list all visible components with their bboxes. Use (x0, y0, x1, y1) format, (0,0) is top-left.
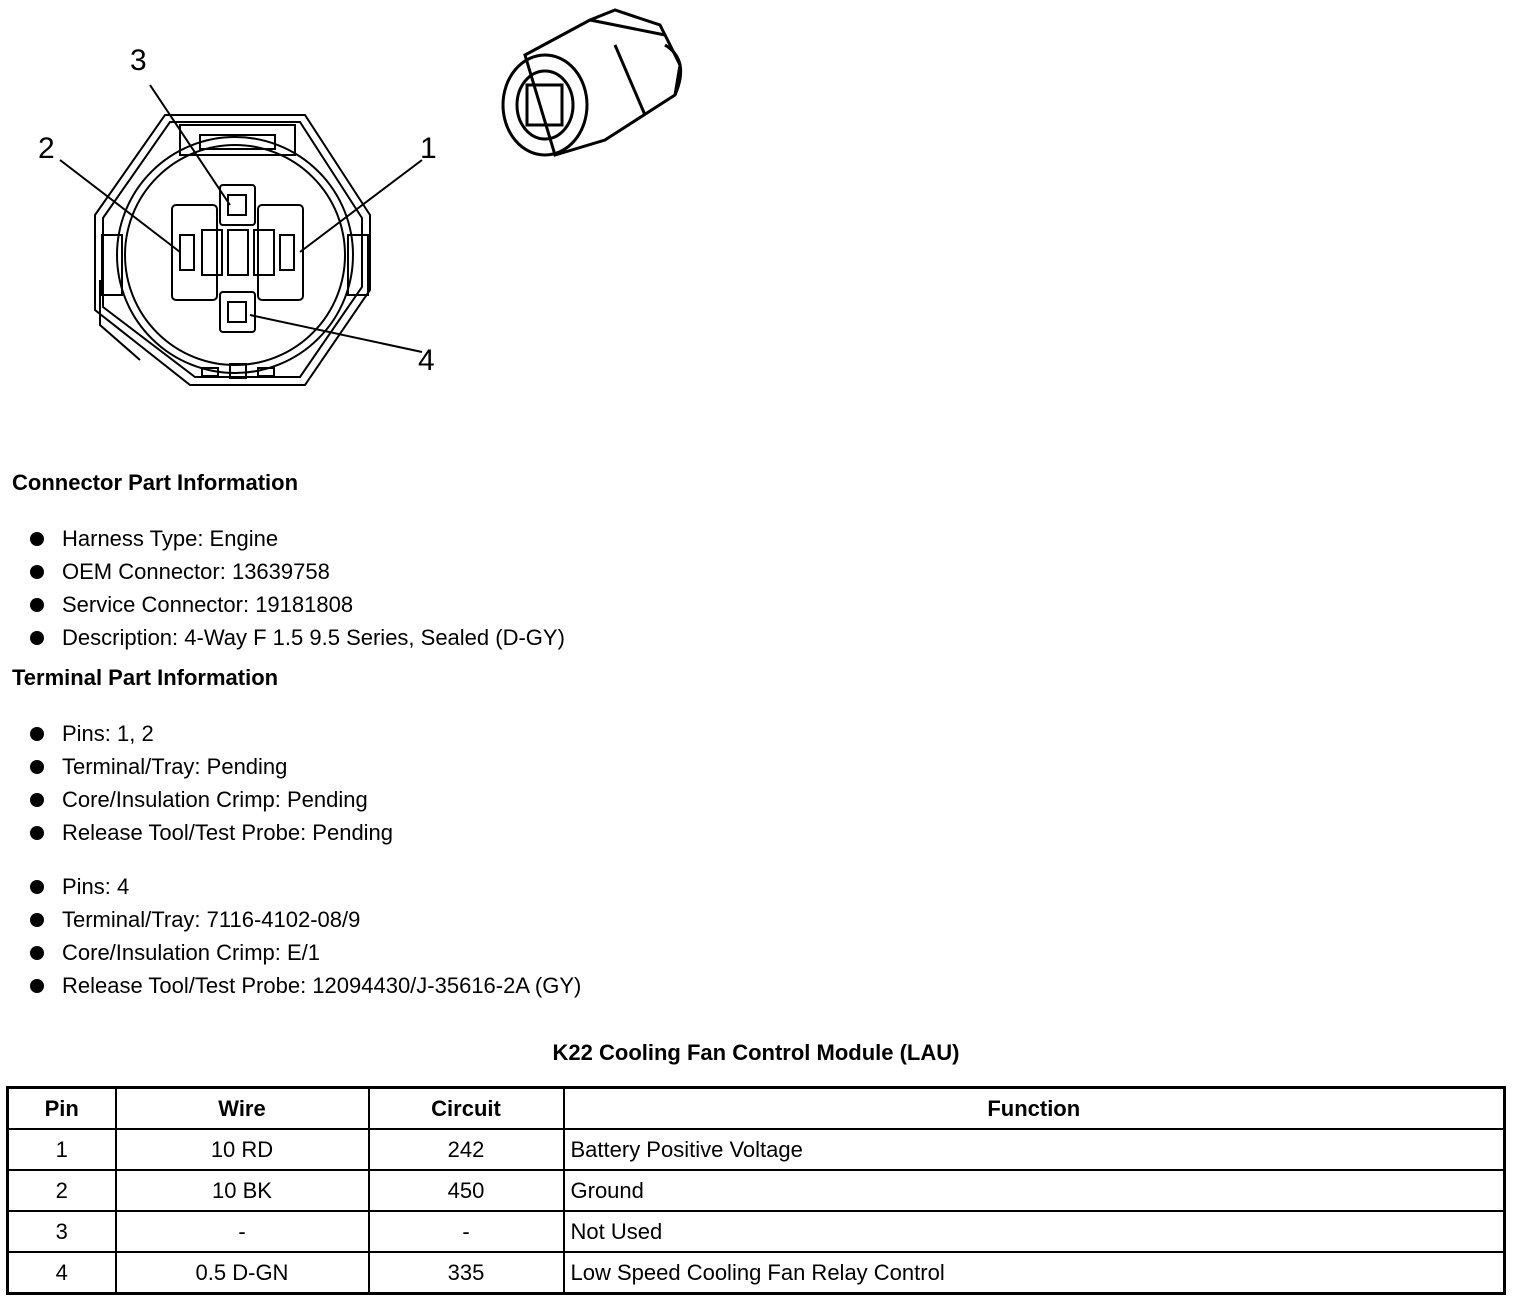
terminal-info-list-pins-1-2 (28, 717, 393, 849)
pin-table (6, 1086, 1506, 1295)
header-wire: Wire (116, 1088, 369, 1130)
cell-circuit: - (369, 1211, 564, 1252)
table-row (8, 1129, 1505, 1170)
table-row (8, 1211, 1505, 1252)
list-item: Pins: 4 (28, 870, 581, 903)
table-row (8, 1252, 1505, 1294)
connector-seal-ring (117, 137, 353, 373)
cell-circuit: 242 (369, 1129, 564, 1170)
table-header-row (8, 1088, 1505, 1130)
cell-pin: 1 (8, 1129, 116, 1170)
list-item: Description: 4-Way F 1.5 9.5 Series, Sealed (D-GY) (28, 621, 565, 654)
table-row (8, 1170, 1505, 1211)
header-pin: Pin (8, 1088, 116, 1130)
cell-circuit: 335 (369, 1252, 564, 1294)
list-item: Service Connector: 19181808 (28, 588, 565, 621)
pin-table-title: K22 Cooling Fan Control Module (LAU) (552, 1040, 960, 1065)
list-item: Release Tool/Test Probe: 12094430/J-35616-2A (GY) (28, 969, 581, 1002)
connector-part-info-heading: Connector Part Information (12, 470, 299, 495)
connector-face-diagram (30, 30, 490, 410)
cell-function: Battery Positive Voltage (564, 1129, 1505, 1170)
list-item: Terminal/Tray: Pending (28, 750, 393, 783)
list-item: Pins: 1, 2 (28, 717, 393, 750)
cell-function: Not Used (564, 1211, 1505, 1252)
callout-3: 3 (130, 44, 147, 77)
connector-illustration (495, 5, 695, 165)
cell-pin: 4 (8, 1252, 116, 1294)
terminal-info-list-pin-4 (28, 870, 581, 1002)
cell-function: Ground (564, 1170, 1505, 1211)
pin-4-cavity (220, 292, 255, 332)
cell-wire: 0.5 D-GN (116, 1252, 369, 1294)
callout-1: 1 (420, 132, 437, 165)
cell-circuit: 450 (369, 1170, 564, 1211)
pin-3-cavity (220, 185, 255, 225)
list-item: Core/Insulation Crimp: E/1 (28, 936, 581, 969)
header-function: Function (564, 1088, 1505, 1130)
list-item: Release Tool/Test Probe: Pending (28, 816, 393, 849)
cell-pin: 2 (8, 1170, 116, 1211)
callout-2: 2 (38, 132, 55, 165)
cell-pin: 3 (8, 1211, 116, 1252)
list-item: Terminal/Tray: 7116-4102-08/9 (28, 903, 581, 936)
list-item: OEM Connector: 13639758 (28, 555, 565, 588)
cell-wire: 10 RD (116, 1129, 369, 1170)
list-item: Harness Type: Engine (28, 522, 565, 555)
connector-part-info-list (28, 522, 565, 654)
cell-wire: 10 BK (116, 1170, 369, 1211)
cell-wire: - (116, 1211, 369, 1252)
callout-4: 4 (418, 344, 435, 377)
cell-function: Low Speed Cooling Fan Relay Control (564, 1252, 1505, 1294)
header-circuit: Circuit (369, 1088, 564, 1130)
terminal-part-info-heading: Terminal Part Information (12, 665, 279, 690)
list-item: Core/Insulation Crimp: Pending (28, 783, 393, 816)
